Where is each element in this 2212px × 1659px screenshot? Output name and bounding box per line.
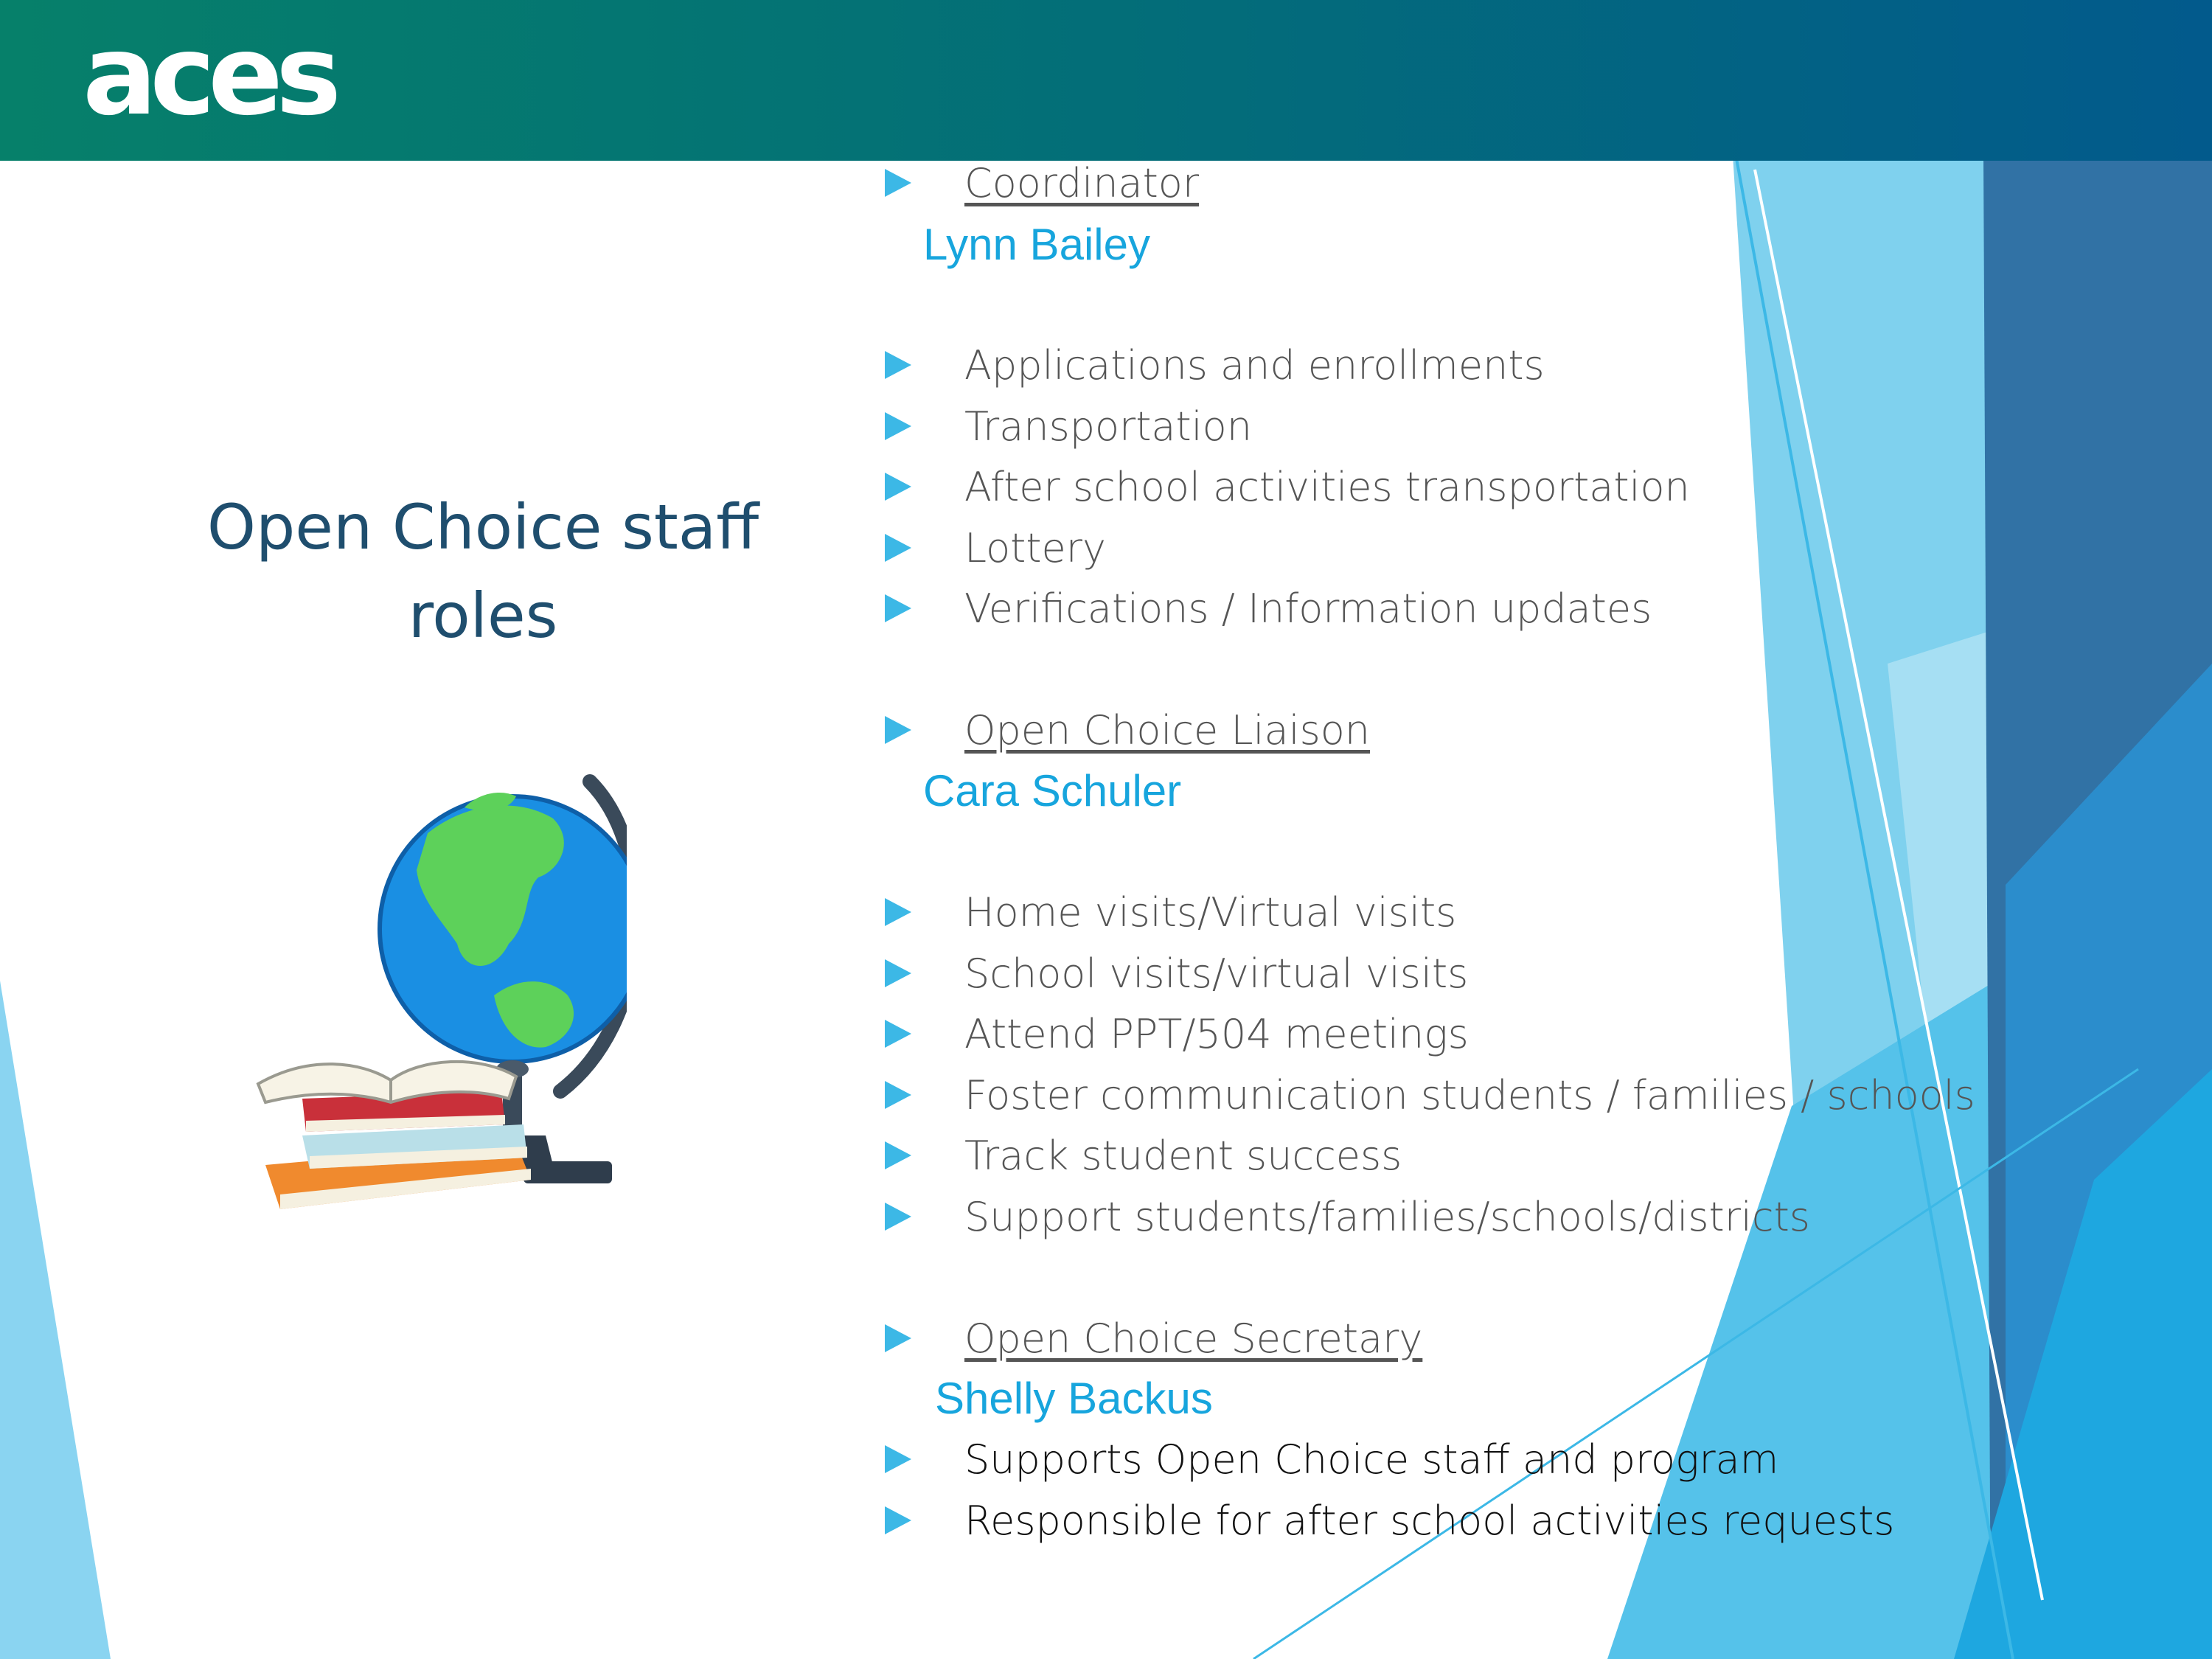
list-item: Verifications / Information updates xyxy=(885,577,1652,639)
bullet-arrow-icon xyxy=(885,412,911,440)
bullet-arrow-icon xyxy=(885,959,911,987)
list-item: Foster communication students / families / schools xyxy=(885,1064,1975,1126)
list-item: Lottery xyxy=(885,517,1106,579)
bullet-arrow-icon xyxy=(885,716,911,744)
list-item: School visits/virtual visits xyxy=(885,942,1468,1004)
list-item: After school activities transportation xyxy=(885,456,1690,518)
list-item: Supports Open Choice staff and program xyxy=(885,1428,1778,1490)
bullet-arrow-icon xyxy=(885,1203,911,1231)
list-item: Transportation xyxy=(885,395,1252,457)
bullet-arrow-icon xyxy=(885,594,911,622)
bullet-arrow-icon xyxy=(885,1020,911,1048)
bullet-arrow-icon xyxy=(885,1445,911,1473)
staff-name-secretary: Shelly Backus xyxy=(935,1374,1213,1423)
bullet-arrow-icon xyxy=(885,169,911,197)
bullet-arrow-icon xyxy=(885,1081,911,1109)
list-item: Attend PPT/504 meetings xyxy=(885,1003,1469,1065)
slide-title-line-2: roles xyxy=(408,580,558,652)
list-item: Responsible for after school activities requests xyxy=(885,1489,1894,1551)
bullet-arrow-icon xyxy=(885,351,911,379)
slide-title-line-1: Open Choice staff xyxy=(206,491,759,563)
bullet-arrow-icon xyxy=(885,473,911,501)
role-heading-secretary: Open Choice Secretary xyxy=(885,1307,1422,1369)
role-heading-liaison: Open Choice Liaison xyxy=(885,699,1370,761)
bullet-arrow-icon xyxy=(885,1506,911,1534)
bullet-arrow-icon xyxy=(885,534,911,562)
aces-logo: aces xyxy=(83,12,335,140)
staff-name-coordinator: Lynn Bailey xyxy=(923,220,1150,269)
bullet-arrow-icon xyxy=(885,1141,911,1169)
bullet-arrow-icon xyxy=(885,1324,911,1352)
staff-name-liaison: Cara Schuler xyxy=(923,766,1182,815)
list-item: Track student success xyxy=(885,1124,1402,1186)
list-item: Applications and enrollments xyxy=(885,334,1545,396)
list-item: Support students/families/schools/districts xyxy=(885,1186,1810,1248)
role-heading-coordinator: Coordinator xyxy=(885,152,1199,214)
list-item: Home visits/Virtual visits xyxy=(885,881,1456,943)
bullet-arrow-icon xyxy=(885,898,911,926)
